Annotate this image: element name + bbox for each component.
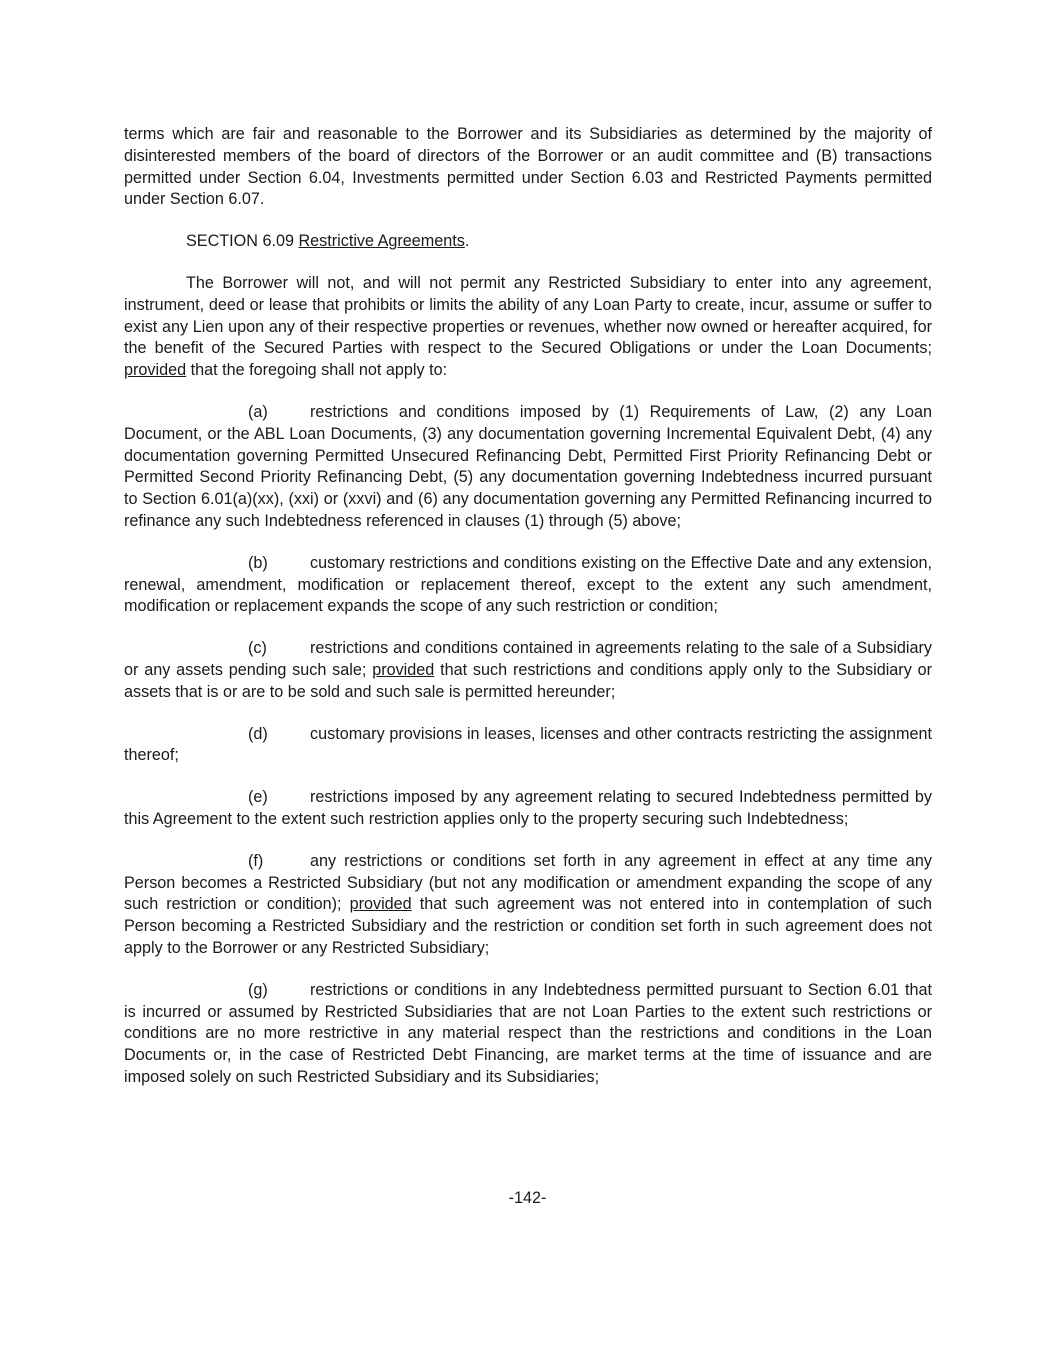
body-text-after: that the foregoing shall not apply to: <box>186 361 448 380</box>
clause-label: (c) <box>248 639 267 658</box>
clause-text-before: restrictions and conditions contained in agreements relating to the sale of a Subsidiary or any assets pending such sale; <box>124 639 932 679</box>
clause-c <box>124 638 932 703</box>
provided-term: provided <box>372 660 435 679</box>
body-text-before: The Borrower will not, and will not permit any Restricted Subsidiary to enter into any agreement, instrument, deed or lease that prohibits or limits the ability of any Loan Party to create, incur, assume or suffer to exist any Lien upon any of their respective properties or revenues, whether now owned or hereafter acquired, for the benefit of the Secured Parties with respect to the Secured Obligations or under the Loan Documents; <box>124 273 932 358</box>
page-number: -142- <box>508 1189 547 1207</box>
clause-label: (a) <box>248 402 268 421</box>
clause-text: restrictions and conditions imposed by (1) Requirements of Law, (2) any Loan Document, or the ABL Loan Documents, (3) any documentation governing Incremental Equivalent Debt, (4) any documentation governing Permitted Unsecured Refinancing Debt, Permitted First Priority Refinancing Debt or Permitted Second Priority Refinancing Debt, (5) any documentation governing Indebtedness incurred pursuant to Section 6.01(a)(xx), (xxi) or (xxvi) and (6) any documentation governing any Permitted Refinancing incurred to refinance any such Indebtedness referenced in clauses (1) through (5) above; <box>124 402 932 530</box>
section-body-paragraph <box>124 273 932 382</box>
clause-a <box>124 402 932 533</box>
clause-d <box>124 724 932 768</box>
clause-text: restrictions or conditions in any Indebtedness permitted pursuant to Section 6.01 that is incurred or assumed by Restricted Subsidiaries that are not Loan Parties to the extent such restrictions or conditions are no more restrictive in any material respect than the restrictions and conditions in the Loan Documents or, in the case of Restricted Debt Financing, are market terms at the time of issuance and are imposed solely on such Restricted Subsidiary and its Subsidiaries; <box>124 980 932 1086</box>
clause-label: (g) <box>248 980 268 999</box>
clause-text-after: that such agreement was not entered into in contemplation of such Person becoming a Restricted Subsidiary and the restriction or condition set forth in such agreement does not apply to the Borrower or any Restricted Subsidiary; <box>124 895 932 957</box>
intro-paragraph: terms which are fair and reasonable to the Borrower and its Subsidiaries as determined by the majority of disinterested members of the board of directors of the Borrower or an audit committee and (B) transactions permitted under Section 6.04, Investments permitted under Section 6.03 and Restricted Payments permitted under Section 6.07. <box>124 125 932 209</box>
provided-term: provided <box>349 895 412 914</box>
provided-term: provided <box>124 361 187 380</box>
clause-text-after: that such restrictions and conditions apply only to the Subsidiary or assets that is or are to be sold and such sale is permitted hereunder; <box>124 660 932 701</box>
clause-label: (b) <box>248 553 268 572</box>
clause-text: customary provisions in leases, licenses and other contracts restricting the assignment thereof; <box>124 724 932 765</box>
section-number: SECTION 6.09 <box>186 232 299 251</box>
section-heading <box>124 231 932 253</box>
clause-e <box>124 787 932 831</box>
section-title: Restrictive Agreements <box>298 232 465 251</box>
clause-text: customary restrictions and conditions existing on the Effective Date and any extension, renewal, amendment, modification or replacement thereof, except to the extent any such amendment, modification or replacement expands the scope of any such restriction or condition; <box>124 553 932 616</box>
clause-label: (f) <box>248 851 264 870</box>
clause-label: (d) <box>248 724 268 743</box>
document-page <box>124 124 932 1109</box>
clause-g <box>124 980 932 1089</box>
clause-text-before: any restrictions or conditions set forth in any agreement in effect at any time any Person becomes a Restricted Subsidiary (but not any modification or amendment expanding the scope of any such restriction or condition); <box>124 851 932 914</box>
clause-f <box>124 851 932 960</box>
section-title-end: . <box>464 232 470 251</box>
clause-b <box>124 553 932 618</box>
clause-label: (e) <box>248 788 268 807</box>
clause-text: restrictions imposed by any agreement relating to secured Indebtedness permitted by this Agreement to the extent such restriction applies only to the property securing such Indebtedness; <box>124 788 932 828</box>
